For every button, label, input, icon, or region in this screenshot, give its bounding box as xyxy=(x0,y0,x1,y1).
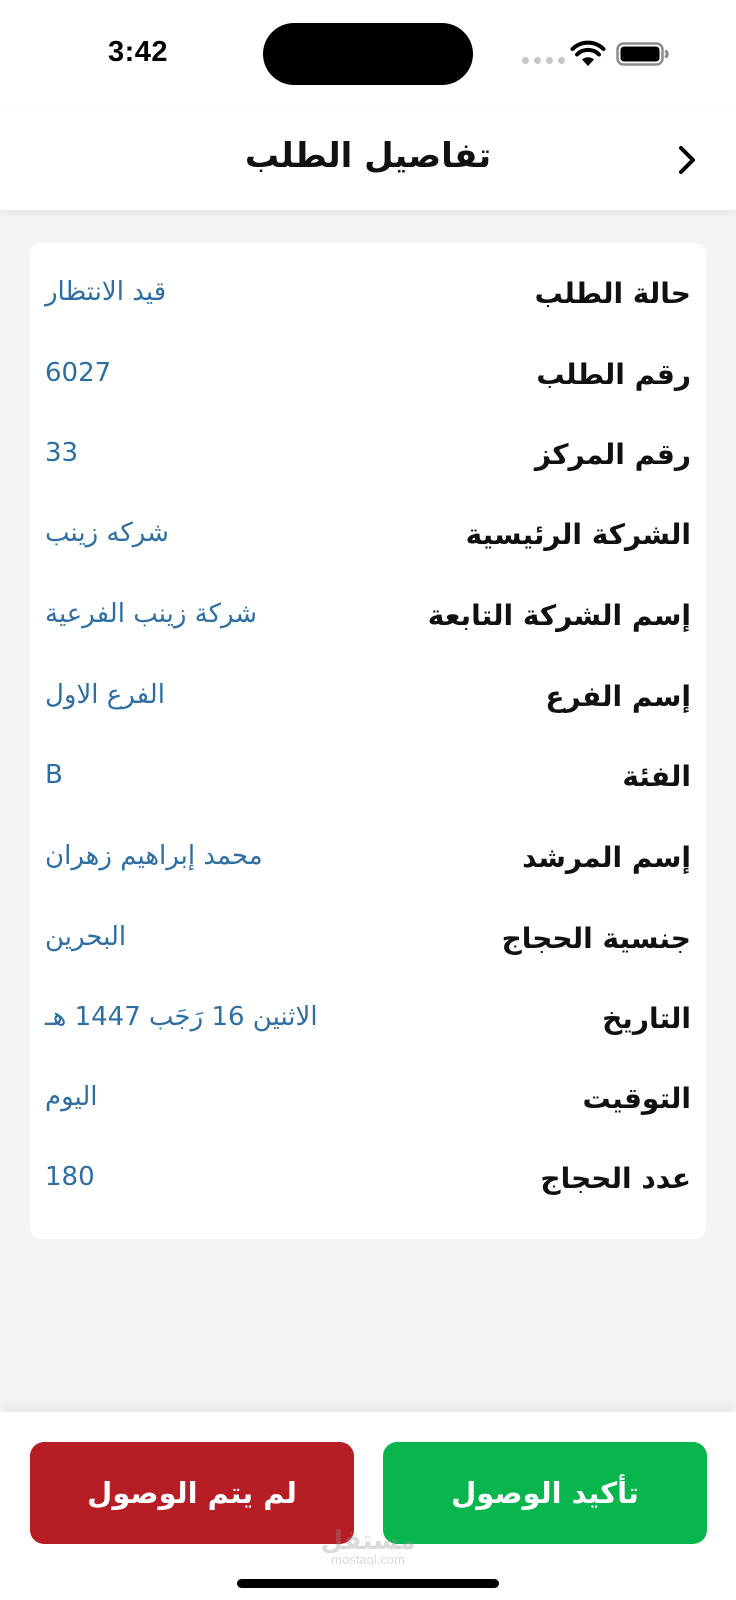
navigation-header xyxy=(0,106,736,210)
detail-row-center-number xyxy=(30,438,706,478)
detail-label: جنسية الحجاج xyxy=(501,922,691,955)
home-indicator[interactable] xyxy=(237,1579,499,1588)
detail-label: حالة الطلب xyxy=(534,277,691,310)
detail-row-date xyxy=(30,1002,706,1042)
detail-label: إسم الفرع xyxy=(545,680,691,713)
battery-icon xyxy=(616,42,670,66)
detail-value: شركه زينب xyxy=(45,518,169,548)
detail-value: قيد الانتظار xyxy=(45,277,167,307)
detail-row-guide-name xyxy=(30,841,706,881)
status-bar xyxy=(0,0,736,106)
chevron-right-icon[interactable] xyxy=(672,140,702,180)
detail-label: التاريخ xyxy=(602,1002,691,1035)
detail-label: رقم الطلب xyxy=(536,358,691,391)
detail-label: الفئة xyxy=(622,760,691,793)
detail-value: B xyxy=(45,760,63,790)
detail-row-order-number xyxy=(30,358,706,398)
confirm-arrival-button[interactable]: تأكيد الوصول xyxy=(383,1442,707,1544)
detail-value: 180 xyxy=(45,1162,95,1192)
detail-label: الشركة الرئيسية xyxy=(465,518,691,551)
watermark-sub: mostaql.com xyxy=(331,1552,405,1567)
detail-label: التوقيت xyxy=(582,1082,691,1115)
watermark-main: مستقل xyxy=(320,1526,416,1556)
detail-row-subsidiary-company xyxy=(30,599,706,639)
detail-label: إسم الشركة التابعة xyxy=(427,599,691,632)
detail-row-main-company xyxy=(30,518,706,558)
detail-row-pilgrims-nationality xyxy=(30,922,706,962)
cellular-signal-icon xyxy=(522,57,565,64)
detail-value: الاثنين 16 رَجَب 1447 هـ xyxy=(45,1002,318,1032)
not-arrived-button[interactable]: لم يتم الوصول xyxy=(30,1442,354,1544)
detail-label: إسم المرشد xyxy=(522,841,691,874)
dynamic-island xyxy=(263,23,473,85)
page-title: تفاصيل الطلب xyxy=(244,136,492,176)
detail-row-order-status xyxy=(30,277,706,317)
detail-value: شركة زينب الفرعية xyxy=(45,599,258,629)
detail-row-category xyxy=(30,760,706,800)
detail-value: البحرين xyxy=(45,922,127,952)
detail-value: الفرع الاول xyxy=(45,680,165,710)
detail-value: 33 xyxy=(45,438,79,468)
detail-label: رقم المركز xyxy=(534,438,691,471)
detail-value: 6027 xyxy=(45,358,112,388)
detail-value: محمد إبراهيم زهران xyxy=(45,841,263,871)
wifi-icon xyxy=(570,40,606,68)
order-details-card xyxy=(30,243,706,1239)
bottom-action-bar xyxy=(0,1412,736,1600)
status-time: 3:42 xyxy=(108,36,169,68)
detail-row-pilgrims-count xyxy=(30,1162,706,1202)
detail-row-timing xyxy=(30,1082,706,1122)
watermark-logo xyxy=(318,1526,418,1567)
detail-label: عدد الحجاج xyxy=(540,1162,691,1195)
detail-row-branch-name xyxy=(30,680,706,720)
detail-value: اليوم xyxy=(45,1082,98,1112)
